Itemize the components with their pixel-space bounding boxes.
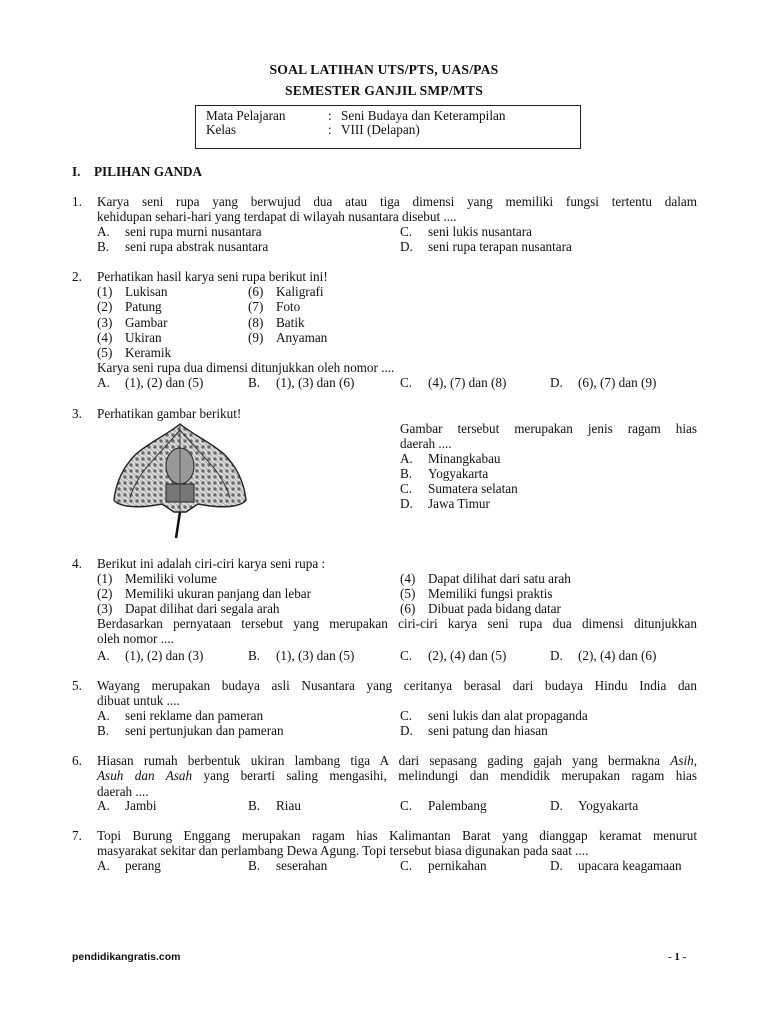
option-letter: B. — [248, 858, 261, 873]
option-d[interactable] — [550, 798, 638, 813]
option-text: (2), (4) dan (6) — [578, 648, 657, 663]
option-b[interactable] — [248, 375, 354, 390]
list-item: (2) Patung — [97, 299, 162, 314]
option-letter: B. — [97, 723, 110, 738]
option-a[interactable] — [97, 708, 263, 723]
option-text: (6), (7) dan (9) — [578, 375, 657, 390]
section-title: PILIHAN GANDA — [94, 164, 203, 179]
question-text: dibuat untuk .... — [97, 693, 180, 709]
list-item: (3) Dapat dilihat dari segala arah — [97, 601, 280, 616]
document-subtitle: SEMESTER GANJIL SMP/MTS — [285, 83, 483, 98]
section-number: I. — [72, 164, 81, 179]
option-text: Riau — [276, 798, 301, 813]
question-number: 1. — [72, 194, 82, 209]
question-number: 2. — [72, 269, 82, 284]
option-text: Yogyakarta — [428, 466, 489, 481]
option-text: perang — [125, 858, 161, 873]
list-item: (4) Ukiran — [97, 330, 162, 345]
option-d[interactable] — [400, 239, 572, 254]
list-item: (4) Dapat dilihat dari satu arah — [400, 571, 571, 586]
option-letter: D. — [550, 648, 563, 663]
option-letter: B. — [97, 239, 110, 254]
option-letter: A. — [97, 708, 110, 723]
option-text: seni reklame dan pameran — [125, 708, 264, 723]
option-letter: B. — [248, 648, 261, 663]
page-number: - 1 - — [668, 951, 687, 963]
italic-term: Asih, — [670, 753, 698, 768]
question-text: Berikut ini adalah ciri-ciri karya seni rupa : — [97, 556, 326, 571]
option-letter: C. — [400, 481, 413, 496]
option-text: Jawa Timur — [428, 496, 490, 511]
option-text: Minangkabau — [428, 451, 501, 466]
option-text: seni pertunjukan dan pameran — [125, 723, 284, 738]
question-text: Karya seni rupa dua dimensi ditunjukkan oleh nomor .... — [97, 360, 395, 375]
option-b[interactable] — [248, 648, 354, 663]
question-text: Perhatikan hasil karya seni rupa berikut ini! — [97, 269, 328, 284]
question-text: daerah .... — [97, 783, 149, 799]
option-text: seni rupa terapan nusantara — [428, 239, 572, 254]
option-text: (4), (7) dan (8) — [428, 375, 507, 390]
option-b[interactable] — [400, 466, 488, 481]
option-a[interactable] — [97, 798, 157, 813]
question-number: 6. — [72, 753, 82, 768]
option-letter: A. — [97, 798, 110, 813]
option-letter: C. — [400, 708, 413, 723]
question-text: Perhatikan gambar berikut! — [97, 406, 242, 421]
question-6 — [97, 753, 697, 799]
list-item: (5) Memiliki fungsi praktis — [400, 586, 553, 601]
option-letter: D. — [400, 496, 413, 511]
option-text: Yogyakarta — [578, 798, 639, 813]
option-text: Palembang — [428, 798, 487, 813]
list-item: (3) Gambar — [97, 315, 168, 330]
option-text: seni lukis dan alat propaganda — [428, 708, 588, 723]
question-text: daerah .... — [400, 436, 452, 451]
wayang-gunungan-image — [110, 420, 250, 540]
info-label-class: Kelas — [206, 122, 237, 137]
list-item: (6) Kaligrafi — [248, 284, 324, 299]
option-letter: A. — [97, 858, 110, 873]
info-colon: : — [328, 122, 332, 137]
option-text: seni rupa abstrak nusantara — [125, 239, 269, 254]
question-4-stem — [97, 616, 697, 647]
info-colon: : — [328, 108, 332, 123]
option-text: (1), (2) dan (5) — [125, 375, 204, 390]
list-item: (7) Foto — [248, 299, 301, 314]
question-text: oleh nomor .... — [97, 631, 174, 647]
option-text: seni patung dan hiasan — [428, 723, 548, 738]
question-text: Hiasan rumah berbentuk ukiran lambang tiga A dari sepasang gading gajah yang bermakna Asih, — [97, 753, 698, 768]
option-c[interactable] — [400, 858, 487, 873]
option-text: (1), (2) dan (3) — [125, 648, 204, 663]
list-item: (1) Memiliki volume — [97, 571, 217, 586]
info-value-class: VIII (Delapan) — [341, 122, 420, 137]
option-letter: A. — [97, 224, 110, 239]
subject-info-box — [195, 105, 581, 149]
option-text: seni lukis nusantara — [428, 224, 533, 239]
option-c[interactable] — [400, 481, 518, 496]
option-a[interactable] — [97, 375, 203, 390]
option-letter: D. — [550, 858, 563, 873]
option-letter: B. — [248, 375, 261, 390]
question-text: Karya seni rupa yang berwujud dua atau tiga dimensi yang memiliki fungsi tertentu dalam — [97, 194, 697, 209]
option-text: Sumatera selatan — [428, 481, 518, 496]
option-text: seserahan — [276, 858, 328, 873]
option-text: upacara keagamaan — [578, 858, 682, 873]
option-a[interactable] — [97, 224, 262, 239]
option-letter: C. — [400, 798, 413, 813]
option-letter: D. — [400, 239, 413, 254]
question-number: 3. — [72, 406, 82, 421]
option-d[interactable] — [550, 648, 656, 663]
option-text: (1), (3) dan (6) — [276, 375, 355, 390]
option-d[interactable] — [400, 723, 548, 738]
option-b[interactable] — [248, 858, 327, 873]
question-text: Topi Burung Enggang merupakan ragam hias Kalimantan Barat yang dianggap keramat menurut — [97, 828, 697, 843]
option-text: pernikahan — [428, 858, 487, 873]
option-text: (2), (4) dan (5) — [428, 648, 507, 663]
option-letter: C. — [400, 224, 413, 239]
option-c[interactable] — [400, 648, 506, 663]
question-number: 4. — [72, 556, 82, 571]
option-letter: C. — [400, 648, 413, 663]
document-title: SOAL LATIHAN UTS/PTS, UAS/PAS — [269, 62, 499, 77]
option-c[interactable] — [400, 224, 532, 239]
list-item: (6) Dibuat pada bidang datar — [400, 601, 561, 616]
question-7 — [97, 828, 697, 859]
option-b[interactable] — [248, 798, 301, 813]
list-item: (8) Batik — [248, 315, 305, 330]
option-letter: D. — [550, 798, 563, 813]
list-item: (5) Keramik — [97, 345, 172, 360]
option-a[interactable] — [97, 648, 203, 663]
list-item: (2) Memiliki ukuran panjang dan lebar — [97, 586, 312, 601]
option-letter: B. — [248, 798, 261, 813]
question-number: 7. — [72, 828, 82, 843]
italic-term: Asuh dan Asah — [97, 768, 193, 784]
question-text: Wayang merupakan budaya asli Nusantara yang ceritanya berasal dari budaya Hindu India dan — [97, 678, 697, 693]
option-letter: D. — [400, 723, 413, 738]
option-letter: C. — [400, 375, 413, 390]
option-b[interactable] — [97, 239, 268, 254]
option-letter: D. — [550, 375, 563, 390]
option-text: Jambi — [125, 798, 157, 813]
option-c[interactable] — [400, 798, 487, 813]
info-label-subject: Mata Pelajaran — [206, 108, 286, 123]
list-item: (1) Lukisan — [97, 284, 168, 299]
question-number: 5. — [72, 678, 82, 693]
option-d[interactable] — [550, 858, 682, 873]
question-text: Berdasarkan pernyataan tersebut yang merupakan ciri-ciri karya seni rupa dua dimensi ditunjukkan — [97, 616, 697, 631]
question-text: Asuh dan Asah yang berarti saling mengasihi, melindungi dan mendidik merupakan ragam hias — [97, 768, 698, 784]
option-c[interactable] — [400, 708, 588, 723]
list-item: (9) Anyaman — [248, 330, 328, 345]
question-text: masyarakat sekitar dan perlambang Dewa Agung. Topi tersebut biasa digunakan pada saat .... — [97, 843, 589, 859]
question-5 — [97, 678, 697, 709]
question-text: Gambar tersebut merupakan jenis ragam hias — [400, 421, 697, 436]
info-value-subject: Seni Budaya dan Keterampilan — [341, 108, 506, 123]
question-1 — [97, 194, 697, 225]
option-letter: A. — [97, 375, 110, 390]
option-text: seni rupa murni nusantara — [125, 224, 262, 239]
option-letter: A. — [97, 648, 110, 663]
option-text: (1), (3) dan (5) — [276, 648, 355, 663]
question-text: kehidupan sehari-hari yang terdapat di wilayah nusantara disebut .... — [97, 209, 457, 225]
option-letter: A. — [400, 451, 413, 466]
option-a[interactable] — [400, 451, 501, 466]
option-b[interactable] — [97, 723, 284, 738]
footer-website: pendidikangratis.com — [72, 951, 181, 963]
option-d[interactable] — [550, 375, 656, 390]
option-d[interactable] — [400, 496, 490, 511]
option-c[interactable] — [400, 375, 506, 390]
option-letter: C. — [400, 858, 413, 873]
option-a[interactable] — [97, 858, 161, 873]
option-letter: B. — [400, 466, 413, 481]
